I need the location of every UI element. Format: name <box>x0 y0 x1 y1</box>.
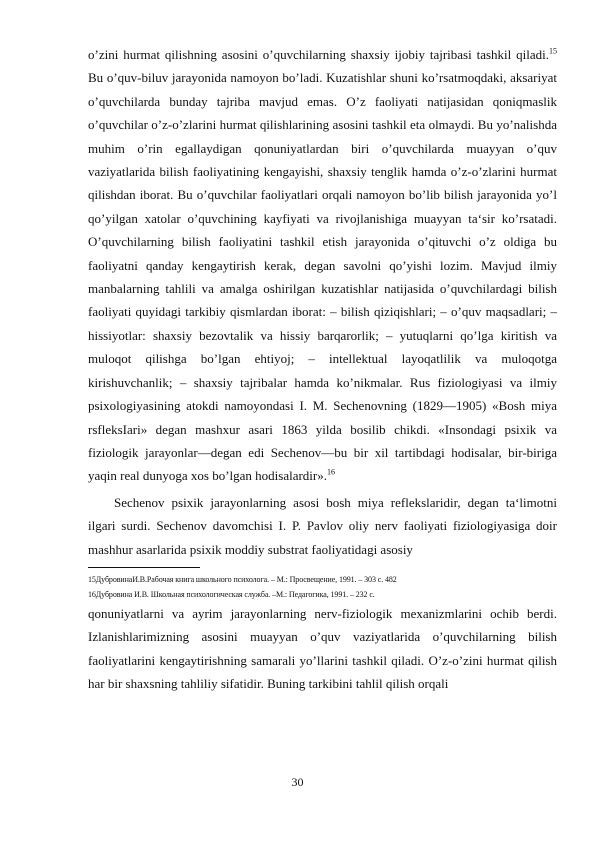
page-number: 30 <box>291 775 304 789</box>
footnote-ref-16[interactable]: 16 <box>327 467 335 477</box>
footnote-divider <box>88 567 200 568</box>
paragraph-1-text-b: Bu o’quv-biluv jarayonida namoyon bo’ladi. Kuzatishlar shuni ko’rsatmoqdaki, aksariyat o’quvchilarda bunday tajriba mavjud emas. O’z faoliyati natijasidan qoniqmaslik o’quvchilar o’z-o’zlarini hurmat qilishlarining asosini tashkil eta olmaydi. Bu yo’nalishda muhim o’rin egallaydigan qonuniyatlardan biri o’quvchilarda muayyan o’quv vaziyatlarida bilish faoliyatining kengayishi, shaxsiy tenglik hamda o’z-o’zlarini hurmat qilishdan iborat. Bu o’quvchilar faoliyatlari orqali namoyon bo’lib bilish jarayonida yo’l qo’yilgan xatolar o’quvchining kayfiyati va rivojlanishiga muayyan ta‘sir ko’rsatadi. O’quvchilarning bilish faoliyatini tashkil etish jarayonida o’qituvchi o’z oldiga bu faoliyatni qanday kengaytirish kerak, degan savolni qo’yishi lozim. Mavjud ilmiy manbalarning tahlili va amalga oshirilgan kuzatishlar natijasida o’quvchilardagi bilish faoliyati quyidagi tarkibiy qismlardan iborat: – bilish qiziqishlari; – o’quv maqsadlari; – hissiyotlar: shaxsiy bezovtalik va hissiy barqarorlik; – yutuqlarni qo’lga kiritish va muloqot qilishga bo’lgan ehtiyoj; – intellektual layoqatlilik va muloqotga kirishuvchanlik; – shaxsiy tajribalar hamda ko’nikmalar. Rus fiziologiyasi va ilmiy psixologiyasining atokdi namoyondasi I. M. Sechenovning (1829—1905) «Bosh miya rsfleksIari» degan mashxur asari 1863 yilda bosilib chikdi. «Insondagi psixik va fiziologik jarayonlar—degan edi Sechenov—bu bir xil tartibdagi hodisalar, bir-biriga yaqin real dunyoga xos bo’lgan hodisalardir». <box>88 70 557 484</box>
footnote-16: 16Дубровина И.В. Школьная психологическая служба. –М.: Педагогика, 1991. – 232 с. <box>88 589 375 599</box>
paragraph-1-text-a: o’zini hurmat qilishning asosini o’quvchilarning shaxsiy ijobiy tajribasi tashkil qiladi. <box>88 47 549 62</box>
document-page <box>88 43 557 696</box>
paragraph-1 <box>88 43 557 488</box>
footnote-ref-15[interactable]: 15 <box>549 46 557 56</box>
paragraph-2: Sechenov psixik jarayonlarning asosi bosh miya reflekslaridir, degan ta‘limotni ilgari surdi. Sechenov davomchisi I. P. Pavlov oliy nerv faoliyati fiziologiyasiga doir mashhur asarlarida psixik moddiy substrat faoliyatidagi asosiy <box>88 494 557 557</box>
paragraph-3: qonuniyatlarni va ayrim jarayonlarning nerv-fiziologik mexanizmlarini ochib berdi. Izlanishlarimizning asosini muayyan o’quv vaziyatlarida o’quvchilarning bilish faoliyatlarini kengaytirishning samarali yo’llarini tashkil qiladi. O’z-o’zini hurmat qilish har bir shaxsning tahliliy sifatidir. Buning tarkibini tahlil qilish orqali <box>88 605 557 692</box>
footnote-15: 15ДубровинаИ.В.Рабочая книга школьного психолога. – М.: Просвещение, 1991. – 303 с. 482 <box>88 574 397 584</box>
